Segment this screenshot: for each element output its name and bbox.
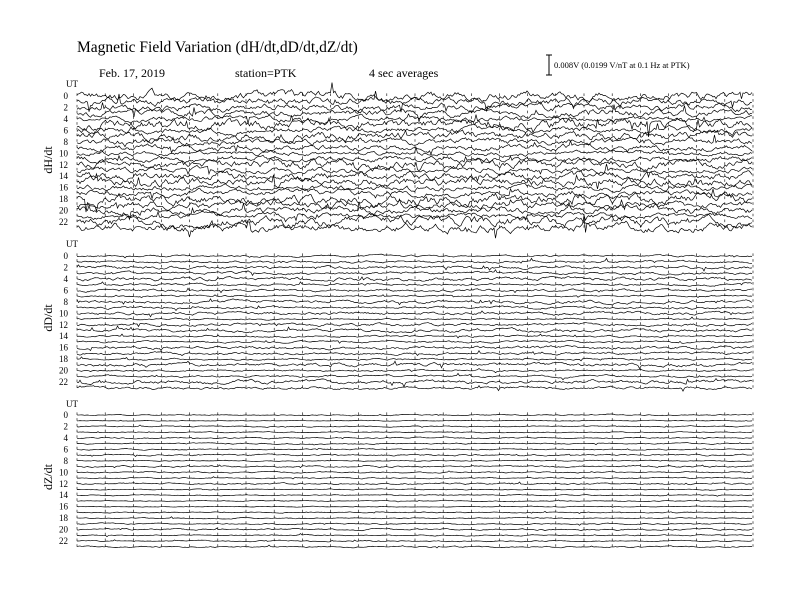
hour-label: 4 — [63, 113, 68, 124]
trace-line — [77, 345, 752, 350]
trace-line — [77, 540, 752, 542]
trace-line — [77, 322, 752, 326]
trace-line — [77, 523, 752, 526]
date-label: Feb. 17, 2019 — [99, 66, 165, 80]
hour-label: 10 — [59, 148, 68, 159]
hour-label: 4 — [63, 432, 68, 443]
hour-label: 16 — [59, 182, 68, 193]
trace-line — [77, 216, 752, 239]
scale-bar — [546, 55, 552, 75]
trace-line — [77, 495, 752, 497]
trace-line — [77, 306, 752, 311]
hour-label: 12 — [59, 159, 68, 170]
trace-line — [77, 91, 752, 112]
trace-line — [77, 276, 752, 281]
trace-line — [77, 489, 752, 491]
trace-line — [77, 258, 752, 263]
trace-line — [77, 317, 752, 321]
trace-line — [77, 511, 752, 513]
hour-label: 20 — [59, 205, 68, 216]
trace-line — [77, 506, 752, 508]
ut-label: UT — [66, 239, 78, 249]
trace-line — [77, 105, 752, 122]
hour-label: 12 — [59, 478, 68, 489]
trace-line — [77, 282, 752, 286]
hour-label: 12 — [59, 319, 68, 330]
hour-label: 16 — [59, 342, 68, 353]
hour-label: 6 — [63, 125, 68, 136]
hour-label: 4 — [63, 273, 68, 284]
trace-line — [77, 465, 752, 468]
hour-label: 18 — [59, 513, 68, 524]
hour-label: 14 — [59, 490, 68, 501]
trace-line — [77, 517, 752, 519]
trace-line — [77, 379, 752, 387]
trace-line — [77, 369, 752, 373]
hour-label: 0 — [63, 410, 68, 420]
hour-label: 10 — [59, 308, 68, 319]
panel-dh-dt — [41, 79, 753, 238]
hour-label: 14 — [59, 171, 68, 182]
trace-line — [77, 373, 752, 379]
trace-line — [77, 164, 752, 175]
hour-label: 16 — [59, 501, 68, 512]
averaging-label: 4 sec averages — [369, 66, 439, 80]
trace-line — [77, 254, 752, 258]
trace-line — [77, 155, 752, 164]
trace-line — [77, 83, 752, 104]
hour-label: 18 — [59, 354, 68, 365]
trace-line — [77, 545, 752, 548]
hour-label: 8 — [63, 136, 68, 147]
trace-line — [77, 351, 752, 356]
hour-label: 22 — [59, 536, 68, 547]
ut-label: UT — [66, 399, 78, 409]
trace-line — [77, 528, 752, 531]
trace-line — [77, 270, 752, 276]
y-axis-label: dZ/dt — [41, 464, 55, 490]
trace-line — [77, 334, 752, 338]
trace-line — [77, 265, 752, 271]
trace-line — [77, 326, 752, 333]
y-axis-label: dH/dt — [41, 146, 55, 174]
hour-label: 2 — [63, 262, 68, 273]
trace-line — [77, 361, 752, 368]
hour-label: 10 — [59, 467, 68, 478]
trace-line — [77, 420, 752, 421]
trace-line — [77, 437, 752, 439]
hour-label: 8 — [63, 296, 68, 307]
trace-line — [77, 534, 752, 537]
panel-dd-dt — [41, 239, 753, 391]
trace-line — [77, 311, 752, 317]
trace-line — [77, 295, 752, 298]
hour-label: 6 — [63, 285, 68, 296]
trace-line — [77, 425, 752, 427]
trace-line — [77, 118, 752, 137]
trace-line — [77, 500, 752, 502]
trace-line — [77, 471, 752, 473]
trace-line — [77, 102, 752, 112]
trace-line — [77, 432, 752, 433]
chart-title: Magnetic Field Variation (dH/dt,dD/dt,dZ/dt) — [77, 39, 358, 56]
trace-line — [77, 477, 752, 479]
scale-label: 0.008V (0.0199 V/nT at 0.1 Hz at PTK) — [554, 60, 690, 70]
trace-line — [77, 188, 752, 198]
panel-dz-dt — [41, 399, 753, 548]
hour-label: 22 — [59, 217, 68, 228]
hour-label: 18 — [59, 194, 68, 205]
hour-label: 6 — [63, 444, 68, 455]
trace-line — [77, 443, 752, 445]
trace-line — [77, 147, 752, 157]
trace-line — [77, 212, 752, 222]
trace-line — [77, 386, 752, 391]
trace-line — [77, 482, 752, 485]
hour-label: 22 — [59, 377, 68, 388]
trace-line — [77, 135, 752, 147]
trace-line — [77, 288, 752, 292]
hour-label: 2 — [63, 102, 68, 113]
trace-line — [77, 414, 752, 416]
hour-label: 2 — [63, 421, 68, 432]
trace-line — [77, 454, 752, 457]
y-axis-label: dD/dt — [41, 304, 55, 332]
hour-label: 20 — [59, 365, 68, 376]
hour-label: 8 — [63, 455, 68, 466]
trace-line — [77, 340, 752, 343]
trace-line — [77, 460, 752, 462]
hour-label: 0 — [63, 251, 68, 261]
trace-line — [77, 299, 752, 305]
hour-label: 14 — [59, 331, 68, 342]
hour-label: 20 — [59, 524, 68, 535]
trace-line — [77, 448, 752, 450]
station-label: station=PTK — [235, 66, 297, 80]
ut-label: UT — [66, 79, 78, 89]
hour-label: 0 — [63, 91, 68, 101]
trace-line — [77, 357, 752, 361]
